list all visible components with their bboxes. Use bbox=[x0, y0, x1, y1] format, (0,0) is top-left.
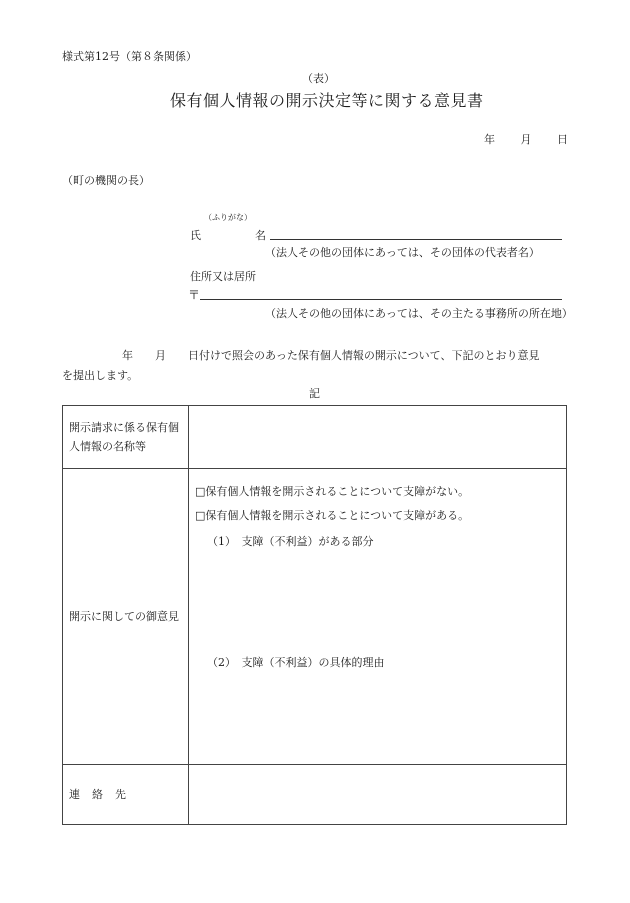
table-row bbox=[63, 765, 567, 825]
date-year: 年 bbox=[484, 133, 495, 146]
body-line1-rest: 日付けで照会のあった保有個人情報の開示について、下記のとおり意見 bbox=[188, 349, 540, 362]
contact-field[interactable] bbox=[189, 765, 567, 825]
address-note: （法人その他の団体にあっては、その主たる事務所の所在地） bbox=[265, 307, 573, 320]
inquiry-year: 年 bbox=[122, 349, 133, 362]
inquiry-month: 月 bbox=[155, 349, 166, 362]
body-text-line2: を提出します。 bbox=[62, 369, 139, 382]
date-day: 日 bbox=[557, 133, 568, 146]
name-label-char2: 名 bbox=[255, 229, 266, 242]
side-indicator: （表） bbox=[302, 72, 335, 85]
opinion-label: 開示に関しての御意見 bbox=[63, 469, 189, 765]
name-label bbox=[190, 227, 266, 243]
submission-date bbox=[462, 131, 568, 147]
opinion-field[interactable] bbox=[189, 469, 567, 765]
option-objection[interactable]: □保有個人情報を開示されることについて支障がある。 bbox=[195, 509, 470, 522]
contact-label-char: 連 bbox=[69, 788, 80, 801]
furigana-label: （ふりがな） bbox=[204, 213, 252, 222]
objection-reason-label: （2） 支障（不利益）の具体的理由 bbox=[207, 656, 385, 669]
form-number: 様式第12号（第８条関係） bbox=[62, 50, 197, 63]
info-name-label: 開示請求に係る保有個人情報の名称等 bbox=[63, 406, 189, 469]
table-row bbox=[63, 469, 567, 765]
date-month: 月 bbox=[520, 133, 532, 146]
contact-label-char: 先 bbox=[115, 788, 126, 801]
document-title: 保有個人情報の開示決定等に関する意見書 bbox=[170, 91, 484, 110]
name-field-line[interactable] bbox=[270, 239, 562, 240]
objection-part-label: （1） 支障（不利益）がある部分 bbox=[207, 535, 374, 548]
contact-label bbox=[63, 765, 189, 825]
recipient: （町の機関の長） bbox=[62, 174, 150, 187]
postal-mark: 〒 bbox=[188, 288, 201, 302]
contact-label-char: 絡 bbox=[92, 788, 103, 801]
opinion-table bbox=[62, 405, 567, 825]
info-name-field[interactable] bbox=[189, 406, 567, 469]
address-label: 住所又は居所 bbox=[190, 270, 256, 283]
name-note: （法人その他の団体にあっては、その団体の代表者名） bbox=[265, 246, 540, 259]
ki-heading: 記 bbox=[309, 387, 320, 400]
body-text-line1 bbox=[62, 347, 570, 363]
option-no-objection[interactable]: □保有個人情報を開示されることについて支障がない。 bbox=[195, 485, 470, 498]
address-field-line[interactable] bbox=[200, 299, 562, 300]
name-label-char1: 氏 bbox=[190, 229, 201, 242]
table-row bbox=[63, 406, 567, 469]
